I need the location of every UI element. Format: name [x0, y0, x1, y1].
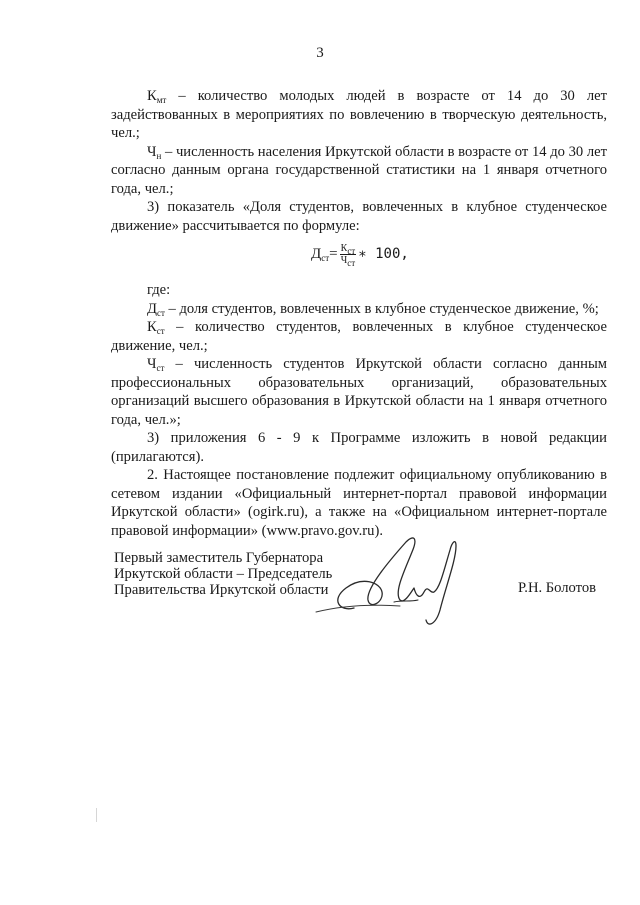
subscript: ст [156, 363, 165, 373]
formula-denominator [340, 255, 357, 266]
page-number: 3 [316, 45, 324, 61]
paragraph [111, 281, 607, 300]
paragraph-text: 3) показатель «Доля студентов, вовлеченных в клубное студенческое движение» рассчитывается по формуле: [111, 199, 607, 234]
scan-artifact [96, 808, 97, 822]
subscript: н [156, 150, 162, 161]
signer-name: Р.Н. Болотов [518, 580, 597, 596]
paragraph-text: Д [147, 300, 157, 317]
paragraph-text: – количество студентов, вовлеченных в клубное студенческое движение, чел.; [111, 319, 607, 354]
formula-expression [311, 243, 409, 266]
paragraphs-before-formula [111, 87, 607, 235]
paragraph-text: – доля студентов, вовлеченных в клубное студенческое движение, %; [164, 300, 599, 317]
paragraph [111, 318, 607, 355]
document-body [111, 87, 607, 540]
formula-fraction [340, 243, 357, 266]
paragraph-text: Ч [147, 143, 157, 160]
paragraph-text: 2. Настоящее постановление подлежит официальному опубликованию в сетевом издании «Официальный интернет-портал правовой информации Иркутской области» (ogirk.ru), а также на «Официальном интернет-портале правовой информации» (www.pravo.gov.ru). [111, 467, 607, 539]
handwritten-signature [310, 530, 470, 630]
paragraph [111, 466, 607, 540]
paragraph-text: Ч [147, 356, 157, 372]
paragraphs-after-formula [111, 281, 607, 540]
paragraph [111, 429, 607, 466]
subscript: мт [156, 95, 167, 105]
signatory-title-line: Правительства Иркутской области [114, 582, 329, 598]
formula-numerator-symbol: К [340, 243, 348, 254]
paragraph [111, 300, 607, 319]
formula-lhs: Д [311, 245, 322, 262]
formula-denominator-symbol: Ч [340, 255, 348, 266]
signatory-title-line: Иркутской области – Председатель [114, 566, 333, 582]
subscript: ст [156, 326, 165, 336]
paragraph-text: К [147, 88, 157, 104]
paragraph [111, 143, 607, 199]
paragraph-text: – численность студентов Иркутской области согласно данным профессиональных образовательных организаций, образовательных организаций высшего образования в Иркутской области на 1 января отчетного года, чел.»; [111, 356, 607, 428]
paragraph [111, 87, 607, 143]
paragraph-text: – численность населения Иркутской области в возрасте от 14 до 30 лет согласно данным органа государственной статистики на 1 января отчетного года, чел.; [111, 143, 607, 197]
subscript: ст [156, 307, 165, 318]
formula-equals: = [329, 245, 338, 262]
formula [111, 235, 607, 281]
formula-multiplier: ∗ 100, [358, 245, 409, 262]
signatory-title-line: Первый заместитель Губернатора [114, 550, 324, 566]
paragraph [111, 198, 607, 235]
paragraph-text: К [147, 319, 157, 335]
formula-denominator-subscript: ст [347, 258, 356, 268]
paragraph-text: – количество молодых людей в возрасте от 14 до 30 лет задействованных в мероприятиях по вовлечению в творческую деятельность, чел.; [111, 88, 607, 141]
formula-numerator [340, 243, 357, 255]
paragraph [111, 355, 607, 429]
paragraph-text: 3) приложения 6 - 9 к Программе изложить в новой редакции (прилагаются). [111, 430, 607, 465]
formula-numerator-subscript: ст [347, 246, 356, 256]
formula-lhs-subscript: ст [321, 252, 330, 263]
paragraph-text: где: [147, 282, 171, 298]
